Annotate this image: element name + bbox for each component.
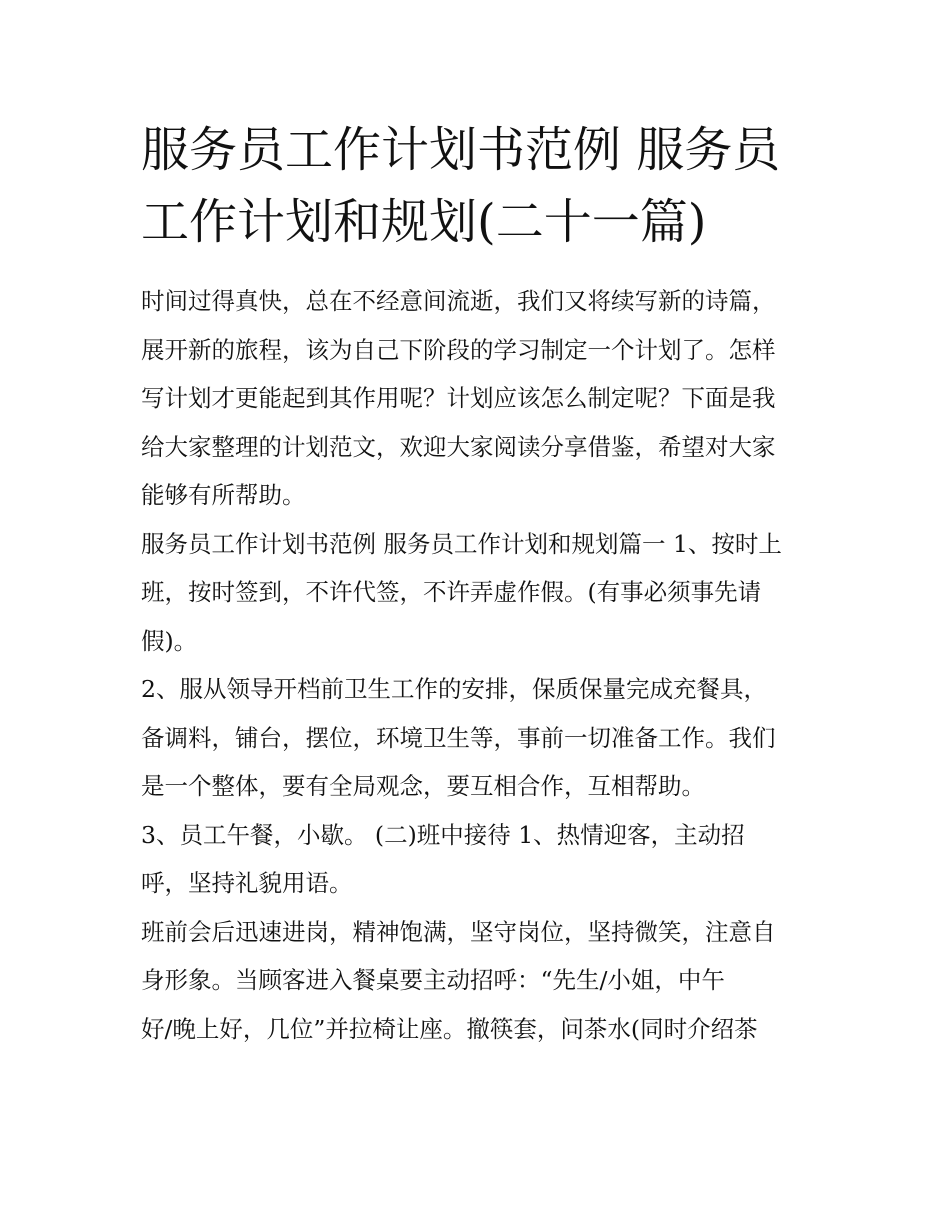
text-line: 2、服从领导开档前卫生工作的安排，保质保量完成充餐具， bbox=[141, 675, 767, 703]
text-line: 服务员工作计划书范例 服务员工作计划和规划篇一 1、按时上 bbox=[141, 529, 782, 558]
text-line: 展开新的旅程，该为自己下阶段的学习制定一个计划了。怎样 bbox=[141, 335, 776, 364]
text-line: 呼，坚持礼貌用语。 bbox=[141, 869, 353, 897]
text-line: 3、员工午餐，小歇。 (二)班中接待 1、热情迎客，主动招 bbox=[141, 820, 745, 849]
text-line: 身形象。当顾客进入餐桌要主动招呼：“先生/小姐，中午 bbox=[141, 966, 725, 994]
text-line: 写计划才更能起到其作用呢？计划应该怎么制定呢？下面是我 bbox=[141, 384, 776, 412]
text-line: 好/晚上好，几位”并拉椅让座。撤筷套，问茶水(同时介绍茶 bbox=[141, 1014, 758, 1043]
text-line: 是一个整体，要有全局观念，要互相合作，互相帮助。 bbox=[141, 772, 705, 800]
text-line: 时间过得真快，总在不经意间流逝，我们又将续写新的诗篇， bbox=[141, 287, 776, 315]
document-title bbox=[141, 114, 821, 258]
title-line: 工作计划和规划(二十一篇) bbox=[141, 194, 707, 250]
text-line: 能够有所帮助。 bbox=[141, 481, 306, 509]
text-line: 班，按时签到，不许代签，不许弄虚作假。(有事必须事先请 bbox=[141, 578, 762, 606]
text-line: 班前会后迅速进岗，精神饱满，坚守岗位，坚持微笑，注意自 bbox=[141, 917, 776, 946]
text-line: 备调料，铺台，摆位，环境卫生等，事前一切准备工作。我们 bbox=[141, 723, 776, 752]
text-line: 假)。 bbox=[141, 626, 198, 655]
text-line: 给大家整理的计划范文，欢迎大家阅读分享借鉴，希望对大家 bbox=[141, 432, 776, 461]
document-body bbox=[141, 277, 817, 1053]
title-line: 服务员工作计划书范例 服务员 bbox=[141, 122, 781, 178]
